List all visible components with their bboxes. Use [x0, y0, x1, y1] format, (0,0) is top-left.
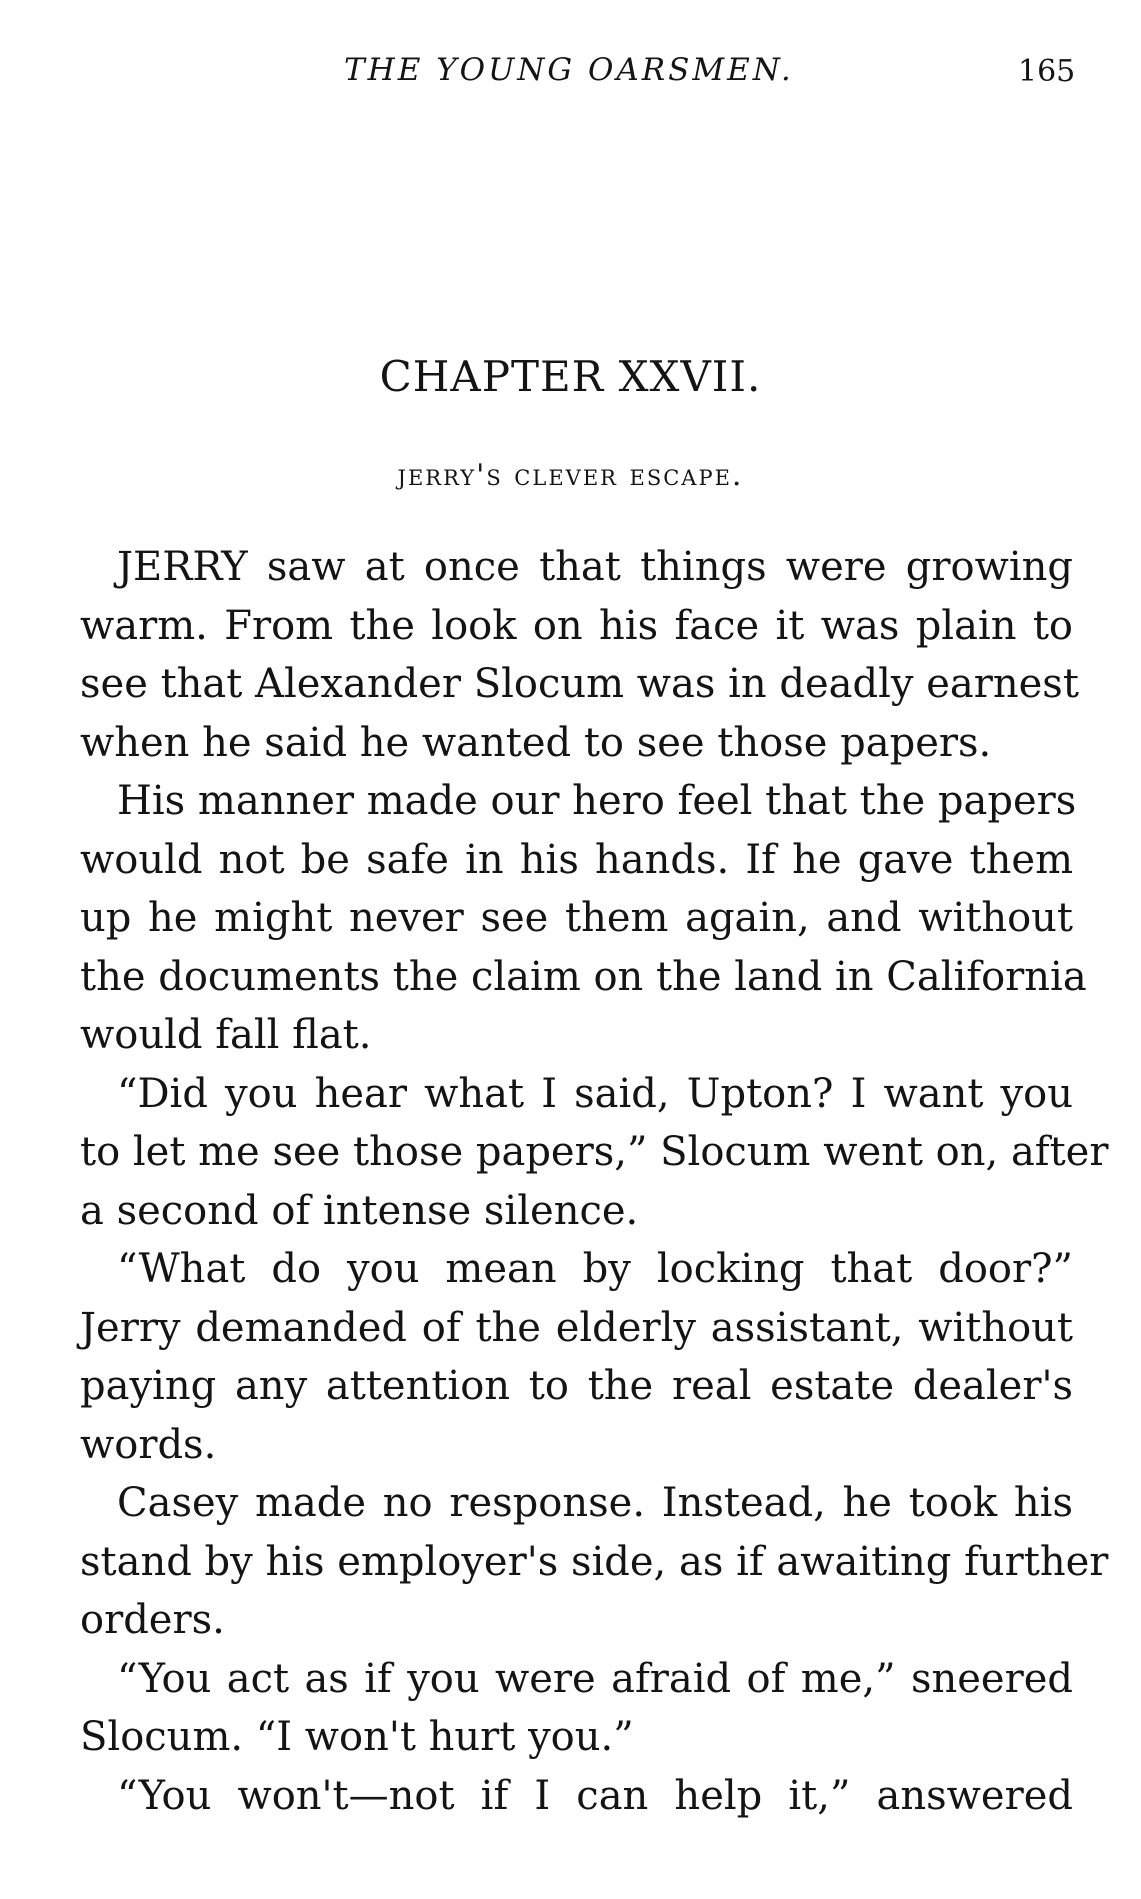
running-head	[0, 52, 1141, 100]
chapter-subtitle: jerry's clever escape.	[397, 458, 744, 493]
line-text: saw at once that things were growing	[247, 544, 1073, 590]
paragraph-line: would not be safe in his hands. If he gave them	[80, 836, 1073, 883]
paragraph-line: “What do you mean by locking that door?”	[117, 1246, 1073, 1292]
body-text	[80, 538, 1109, 1825]
paragraph-line: paying any attention to the real estate dealer's	[80, 1363, 1073, 1409]
paragraph-line	[80, 538, 1073, 597]
page-number: 165	[1018, 54, 1076, 89]
paragraph-line: see that Alexander Slocum was in deadly earnest	[80, 661, 1079, 707]
paragraph-line: orders.	[80, 1597, 225, 1643]
paragraph-line: to let me see those papers,” Slocum went on, after	[80, 1129, 1109, 1175]
paragraph-line: would fall flat.	[80, 1012, 372, 1058]
paragraph-line: warm. From the look on his face it was plain to	[80, 602, 1073, 649]
paragraph-line: “You won't—not if I can help it,” answered	[117, 1772, 1073, 1819]
paragraph-line: when he said he wanted to see those papers.	[80, 719, 992, 766]
paragraph-line: “You act as if you were afraid of me,” sneered	[117, 1655, 1073, 1702]
paragraph-line: Casey made no response. Instead, he took his	[117, 1480, 1073, 1526]
paragraph-line: His manner made our hero feel that the papers	[117, 778, 1077, 824]
drop-word: JERRY	[117, 544, 248, 590]
chapter-title: CHAPTER XXVII.	[379, 352, 762, 401]
paragraph-line: up he might never see them again, and without	[80, 895, 1073, 941]
paragraph-line: stand by his employer's side, as if awaiting further	[80, 1538, 1109, 1585]
paragraph-line: words.	[80, 1421, 217, 1468]
running-title: THE YOUNG OARSMEN.	[344, 52, 794, 88]
paragraph-line: Jerry demanded of the elderly assistant, without	[80, 1304, 1073, 1351]
paragraph-line: Slocum. “I won't hurt you.”	[80, 1714, 634, 1760]
paragraph-line: “Did you hear what I said, Upton? I want you	[117, 1070, 1073, 1117]
paragraph-line: the documents the claim on the land in California	[80, 953, 1087, 1000]
paragraph-line: a second of intense silence.	[80, 1187, 639, 1234]
